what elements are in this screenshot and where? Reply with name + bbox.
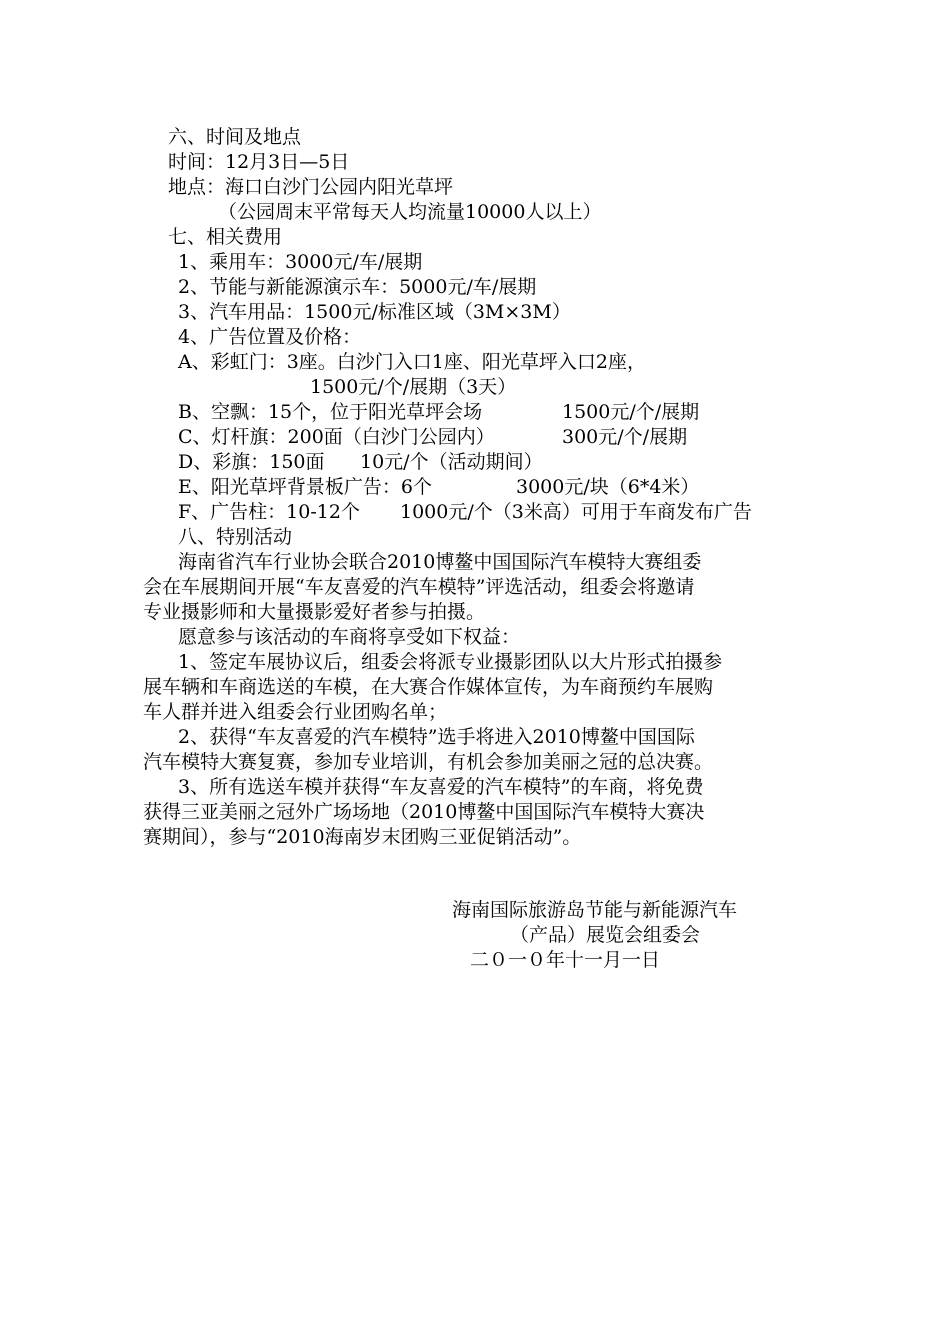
ad-color-flag-price: 10元/个（活动期间） [360, 451, 543, 473]
fee-demo-car: 2、节能与新能源演示车：5000元/车/展期 [178, 276, 537, 298]
benefit3-line1: 3、所有选送车模并获得“车友喜爱的汽车模特”的车商，将免费 [178, 776, 704, 798]
organizer-line1: 海南国际旅游岛节能与新能源汽车 [452, 899, 738, 921]
fee-ad-heading: 4、广告位置及价格： [178, 326, 362, 348]
benefit3-line3: 赛期间），参与“2010海南岁末团购三亚促销活动”。 [143, 826, 582, 848]
event-time: 时间：12月3日—5日 [168, 151, 350, 173]
benefit2-line1: 2、获得“车友喜爱的汽车模特”选手将进入2010博鳌中国国际 [178, 726, 695, 748]
activity-paragraph-line1: 海南省汽车行业协会联合2010博鳌中国国际汽车模特大赛组委 [178, 551, 702, 573]
ad-column: F、广告柱：10-12个 [178, 501, 360, 523]
ad-rainbow-gate: A、彩虹门：3座。白沙门入口1座、阳光草坪入口2座， [178, 351, 646, 373]
ad-color-flag: D、彩旗：150面 [178, 451, 325, 473]
benefit2-line2: 汽车模特大赛复赛，参加专业培训，有机会参加美丽之冠的总决赛。 [143, 751, 714, 773]
activity-paragraph-line2: 会在车展期间开展“车友喜爱的汽车模特”评选活动，组委会将邀请 [143, 576, 695, 598]
event-place-note: （公园周末平常每天人均流量10000人以上） [218, 201, 602, 223]
section6-heading: 六、时间及地点 [168, 126, 302, 148]
ad-balloon: B、空飘：15个，位于阳光草坪会场 [178, 401, 483, 423]
organizer-line2: （产品）展览会组委会 [510, 924, 701, 946]
activity-paragraph-line3: 专业摄影师和大量摄影爱好者参与拍摄。 [143, 601, 486, 623]
benefits-intro: 愿意参与该活动的车商将享受如下权益： [178, 626, 521, 648]
ad-column-price: 1000元/个（3米高）可用于车商发布广告 [400, 501, 752, 523]
signature-date: 二０一０年十一月一日 [470, 949, 661, 971]
ad-balloon-price: 1500元/个/展期 [562, 401, 700, 423]
section7-heading: 七、相关费用 [168, 226, 283, 248]
benefit1-line2: 展车辆和车商选送的车模，在大赛合作媒体宣传，为车商预约车展购 [143, 676, 714, 698]
ad-backboard: E、阳光草坪背景板广告：6个 [178, 476, 432, 498]
benefit1-line3: 车人群并进入组委会行业团购名单； [143, 701, 448, 723]
benefit1-line1: 1、签定车展协议后，组委会将派专业摄影团队以大片形式拍摄参 [178, 651, 723, 673]
ad-backboard-price: 3000元/块（6*4米） [516, 476, 700, 498]
fee-car-products: 3、汽车用品：1500元/标准区域（3M×3M） [178, 301, 571, 323]
event-place: 地点：海口白沙门公园内阳光草坪 [168, 176, 454, 198]
fee-passenger-car: 1、乘用车：3000元/车/展期 [178, 251, 423, 273]
ad-lamp-flag: C、灯杆旗：200面（白沙门公园内） [178, 426, 495, 448]
benefit3-line2: 获得三亚美丽之冠外广场场地（2010博鳌中国国际汽车模特大赛决 [143, 801, 705, 823]
section8-heading: 八、特别活动 [178, 526, 293, 548]
ad-lamp-flag-price: 300元/个/展期 [562, 426, 688, 448]
ad-rainbow-gate-price: 1500元/个/展期（3天） [310, 376, 517, 398]
